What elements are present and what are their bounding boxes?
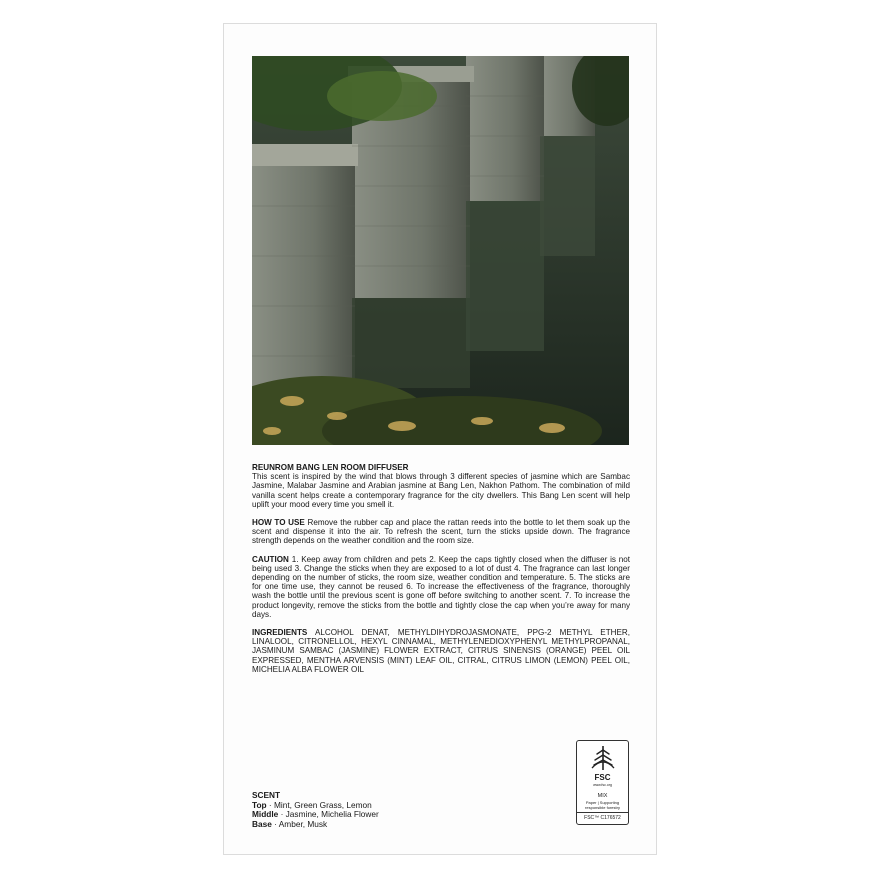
scent-middle-value: Jasmine, Michelia Flower bbox=[285, 809, 379, 820]
caution-text: 1. Keep away from children and pets 2. Keep the caps tightly closed when the diffuser is not being used 3. Change the sticks when they are exposed to a lot of dust 4. The fragrance can last longer depending on the number of sticks, the room size, weather condition and temperature. 5. The sticks are for one time use, they cannot be reused 6. To increase the effectiveness of the fragrance, thoroughly wash the bottle until the previous scent is gone off before switching to another scent. 7. To increase the product longevity, remove the sticks from the bottle and tightly close the cap when you’re away for many days. bbox=[252, 554, 630, 619]
fsc-brand: FSC bbox=[594, 773, 611, 782]
caution-heading: CAUTION bbox=[252, 554, 289, 564]
ingredients-paragraph bbox=[252, 628, 630, 674]
product-description: This scent is inspired by the wind that blows through 3 different species of jasmine which are Sambac Jasmine, Malabar Jasmine and Arabian jasmine at Bang Len, Nakhon Pathom. The combination of mild vanilla scent helps create a contemporary fragrance for the city dwellers. This Bang Len scent will help uplift your mood every time you smell it. bbox=[252, 472, 630, 509]
fsc-license-code: FSC™ C176572 bbox=[577, 812, 628, 821]
caution-paragraph bbox=[252, 555, 630, 619]
how-to-use-heading: HOW TO USE bbox=[252, 518, 305, 528]
scent-separator: · bbox=[271, 818, 279, 829]
fsc-mix: MIX bbox=[597, 793, 608, 799]
fsc-tree-icon bbox=[588, 744, 618, 772]
how-to-use-paragraph bbox=[252, 518, 630, 546]
bridge-pillars-photo bbox=[252, 56, 629, 445]
photo-illustration bbox=[252, 56, 629, 445]
ingredients-text: ALCOHOL DENAT, METHYLDIHYDROJASMONATE, PPG-2 METHYL ETHER, LINALOOL, CITRONELLOL, HEXYL CINNAMAL, METHYLENEDIOXYPHENYL METHYLPROPANAL, JASMINUM SAMBAC (JASMINE) FLOWER EXTRACT, CITRUS SINENSIS (ORANGE) PEEL OIL EXPRESSED, MENTHA ARVENSIS (MINT) LEAF OIL, CITRAL, CITRUS LIMON (LEMON) PEEL OIL, MICHELIA ALBA FLOWER OIL bbox=[252, 628, 630, 674]
scent-base-value: Amber, Musk bbox=[278, 818, 328, 829]
scent-separator: · bbox=[278, 809, 286, 820]
product-text-block bbox=[252, 463, 630, 683]
scent-middle-label: Middle bbox=[252, 809, 279, 820]
scent-base-label: Base bbox=[252, 818, 272, 829]
ingredients-heading: INGREDIENTS bbox=[252, 628, 308, 638]
scent-top-value: Mint, Green Grass, Lemon bbox=[273, 799, 372, 810]
scent-top-label: Top bbox=[252, 799, 267, 810]
product-title: REUNROM BANG LEN ROOM DIFFUSER bbox=[252, 463, 409, 472]
fsc-certification-logo bbox=[576, 740, 629, 825]
how-to-use-text: Remove the rubber cap and place the rattan reeds into the bottle to let them soak up the scent and dispense it into the air. To refresh the scent, turn the sticks upside down. The fragrance strength depends on the weather condition and the room size. bbox=[252, 518, 631, 546]
scent-base bbox=[252, 820, 379, 830]
description-paragraph bbox=[252, 463, 630, 509]
scent-notes bbox=[252, 791, 379, 829]
fsc-url: www.fsc.org bbox=[593, 783, 612, 787]
fsc-description: Paper | Supporting responsible forestry bbox=[585, 800, 620, 810]
product-label-card bbox=[223, 23, 657, 855]
scent-heading: SCENT bbox=[252, 790, 281, 800]
scent-separator: · bbox=[266, 799, 274, 810]
